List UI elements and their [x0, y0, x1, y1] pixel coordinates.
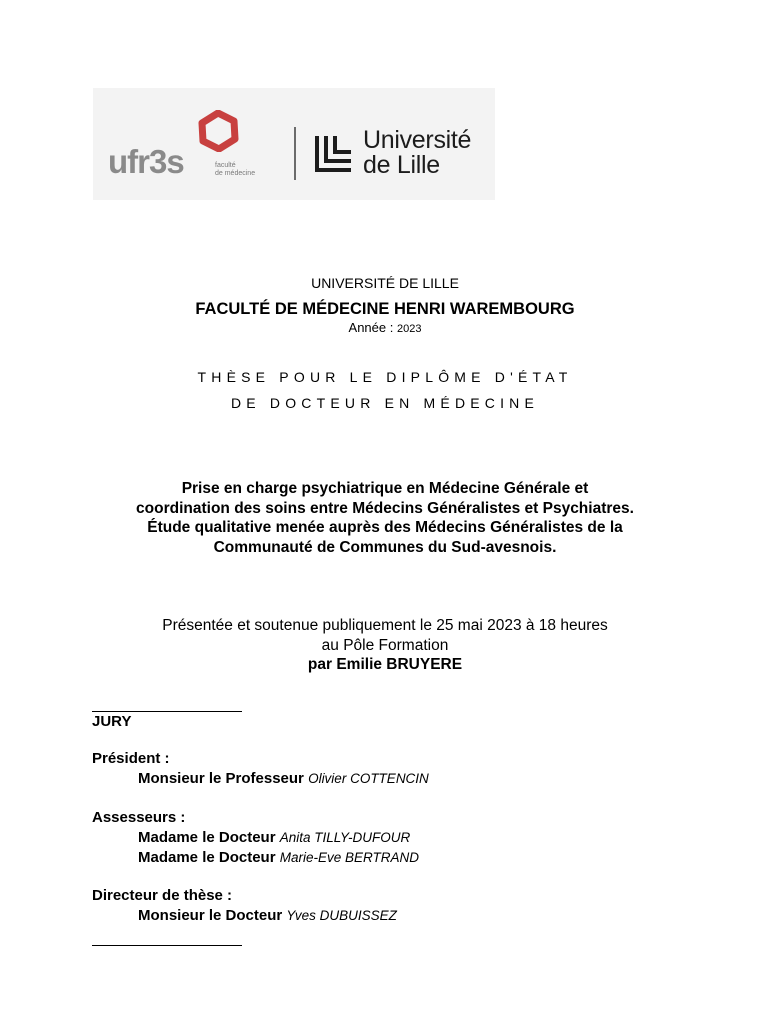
assesseur-member: Madame le Docteur Marie-Eve BERTRAND	[138, 849, 419, 866]
ufr3s-hexagon-icon	[197, 110, 239, 152]
jury-heading: JURY	[92, 713, 132, 730]
university-name: UNIVERSITÉ DE LILLE	[311, 275, 459, 291]
thesis-title-line: Prise en charge psychiatrique en Médecine Générale et	[181, 480, 589, 497]
logo-divider	[294, 127, 296, 180]
jury-top-rule	[92, 711, 242, 712]
presentation-place: au Pôle Formation	[321, 636, 449, 654]
faculty-name: FACULTÉ DE MÉDECINE HENRI WAREMBOURG	[195, 300, 575, 318]
universite-lille-mark-icon	[314, 134, 354, 174]
thesis-title-line: Étude qualitative menée auprès des Médecins Généralistes de la	[147, 519, 623, 536]
directeur-label: Directeur de thèse :	[92, 887, 233, 904]
assesseur-member: Madame le Docteur Anita TILLY-DUFOUR	[138, 829, 411, 846]
assesseurs-label: Assesseurs :	[92, 809, 186, 826]
thesis-title	[0, 479, 770, 557]
presentation-author: par Emilie BRUYERE	[307, 656, 463, 673]
thesis-title-line: Communauté de Communes du Sud-avesnois.	[213, 538, 557, 556]
universite-lille-logo-text: Université de Lille	[363, 126, 472, 179]
thesis-type-line1: THÈSE POUR LE DIPLÔME D'ÉTAT	[197, 369, 573, 385]
directeur-member: Monsieur le Docteur Yves DUBUISSEZ	[138, 907, 397, 924]
president-label: Président :	[92, 750, 170, 767]
presentation-block	[0, 616, 770, 675]
thesis-title-line: coordination des soins entre Médecins Généralistes et Psychiatres.	[136, 499, 634, 517]
presentation-date: Présentée et soutenue publiquement le 25 mai 2023 à 18 heures	[162, 617, 608, 634]
ufr3s-subtitle: faculté de médecine	[215, 162, 256, 177]
thesis-type-line2: DE DOCTEUR EN MÉDECINE	[230, 395, 540, 411]
jury-bottom-rule	[92, 945, 242, 946]
ufr3s-logo-text: ufr3s	[108, 143, 184, 180]
academic-year: Année : 2023	[348, 320, 422, 335]
president-member: Monsieur le Professeur Olivier COTTENCIN	[138, 770, 429, 787]
